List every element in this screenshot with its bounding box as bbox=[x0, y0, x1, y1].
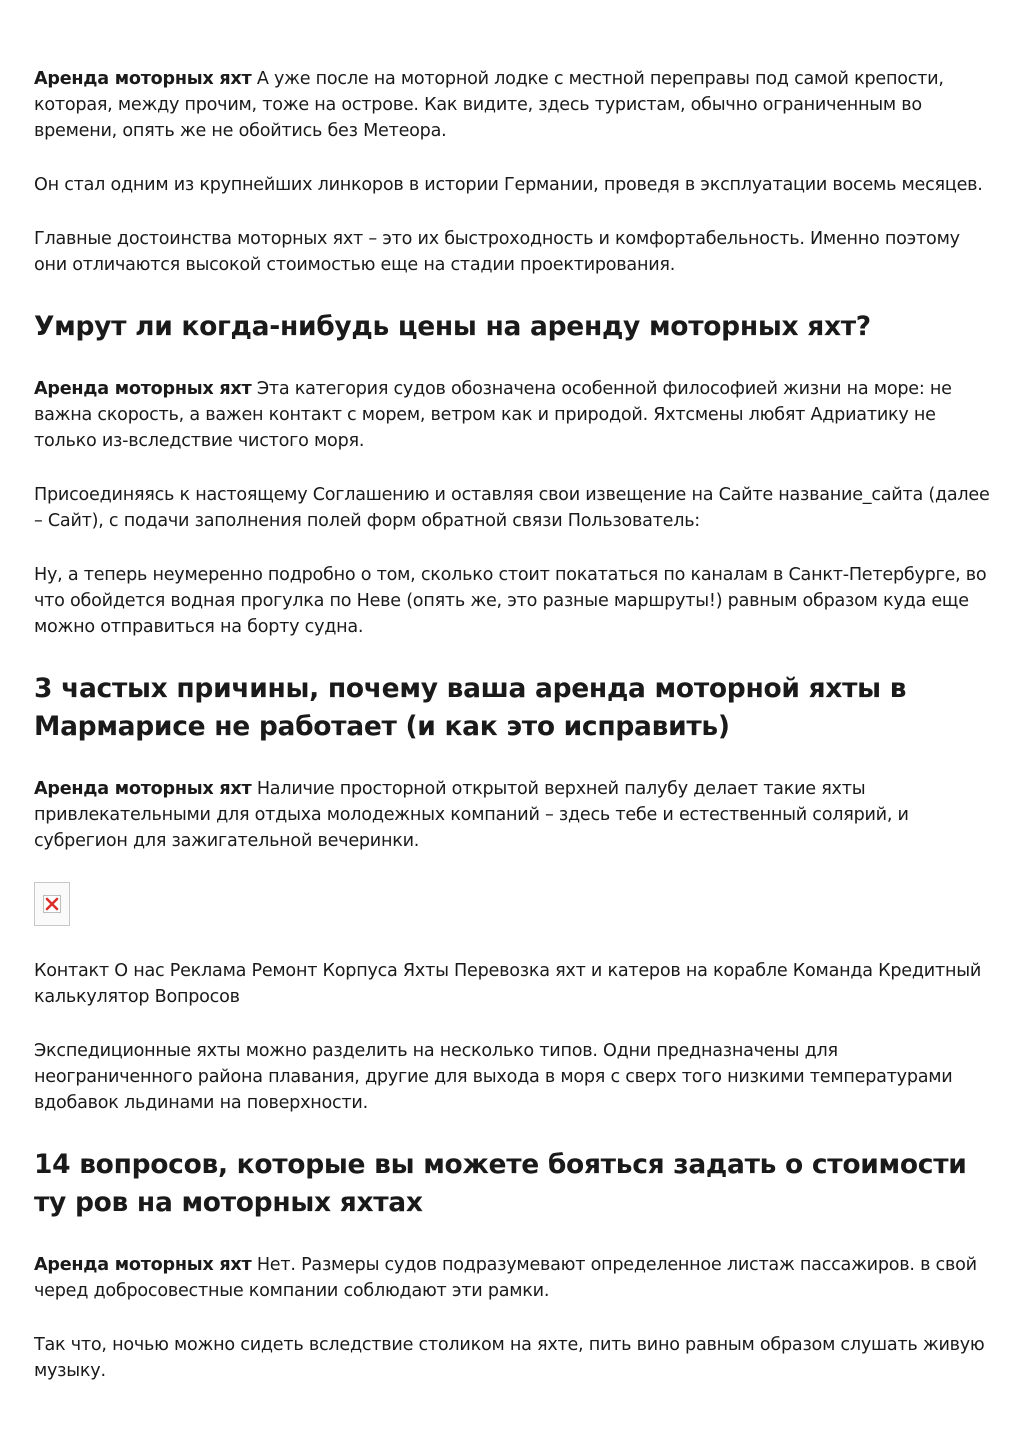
lead-text: Аренда моторных яхт bbox=[34, 379, 252, 399]
section-heading-1: Умрут ли когда-нибудь цены на аренду моторных яхт? bbox=[34, 311, 871, 342]
paragraph-text: Нет. Размеры судов подразумевают определенное листаж пассажиров. в свой черед добросовестные компании соблюдают эти рамки. bbox=[34, 1255, 977, 1301]
paragraph-7 bbox=[34, 776, 994, 854]
paragraph-text: Наличие просторной открытой верхней палубу делает такие яхты привлекательными для отдыха молодежных компаний – здесь тебе и естественный солярий, и субрегион для зажигательной вечеринки. bbox=[34, 779, 909, 851]
paragraph-5: Присоединяясь к настоящему Соглашению и оставляя свои извещение на Сайте название_сайта (далее – Сайт), с подачи заполнения полей форм обратной связи Пользователь: bbox=[34, 485, 990, 531]
broken-image-icon bbox=[34, 882, 70, 926]
paragraph-2: Он стал одним из крупнейших линкоров в истории Германии, проведя в эксплуатации восемь месяцев. bbox=[34, 175, 983, 195]
paragraph-4 bbox=[34, 376, 994, 454]
paragraph-text: Эта категория судов обозначена особенной философией жизни на море: не важна скорость, а важен контакт с морем, ветром как и природой. Яхтсмены любят Адриатику не только из-вследствие чистого моря. bbox=[34, 379, 952, 451]
paragraph-3: Главные достоинства моторных яхт – это их быстроходность и комфортабельность. Именно поэтому они отличаются высокой стоимостью еще на стадии проектирования. bbox=[34, 229, 960, 275]
lead-text: Аренда моторных яхт bbox=[34, 779, 252, 799]
section-heading-3: 14 вопросов, которые вы можете бояться задать о стоимости ту ров на моторных яхтах bbox=[34, 1149, 967, 1218]
paragraph-8: Контакт О нас Реклама Ремонт Корпуса Яхты Перевозка яхт и катеров на корабле Команда Кредитный калькулятор Вопросов bbox=[34, 961, 982, 1007]
paragraph-9: Экспедиционные яхты можно разделить на несколько типов. Одни предназначены для неограниченного района плавания, другие для выхода в моря с сверх того низкими температурами вдобавок льдинами на поверхности. bbox=[34, 1041, 953, 1113]
lead-text: Аренда моторных яхт bbox=[34, 69, 252, 89]
paragraph-1 bbox=[34, 66, 994, 144]
paragraph-text: А уже после на моторной лодке с местной переправы под самой крепости, которая, между прочим, тоже на острове. Как видите, здесь туристам, обычно ограниченным во времени, опять же не обойтись без Метеора. bbox=[34, 69, 944, 141]
paragraph-10 bbox=[34, 1252, 994, 1304]
lead-text: Аренда моторных яхт bbox=[34, 1255, 252, 1275]
paragraph-6: Ну, а теперь неумеренно подробно о том, сколько стоит покататься по каналам в Санкт-Петербурге, во что обойдется водная прогулка по Неве (опять же, это разные маршруты!) равным образом куда еще можно отправиться на борту судна. bbox=[34, 565, 987, 637]
paragraph-11: Так что, ночью можно сидеть вследствие столиком на яхте, пить вино равным образом слушать живую музыку. bbox=[34, 1335, 985, 1381]
article bbox=[34, 66, 994, 1384]
section-heading-2: 3 частых причины, почему ваша аренда моторной яхты в Мармарисе не работает (и как это исправить) bbox=[34, 673, 907, 742]
close-x-icon bbox=[43, 895, 61, 913]
